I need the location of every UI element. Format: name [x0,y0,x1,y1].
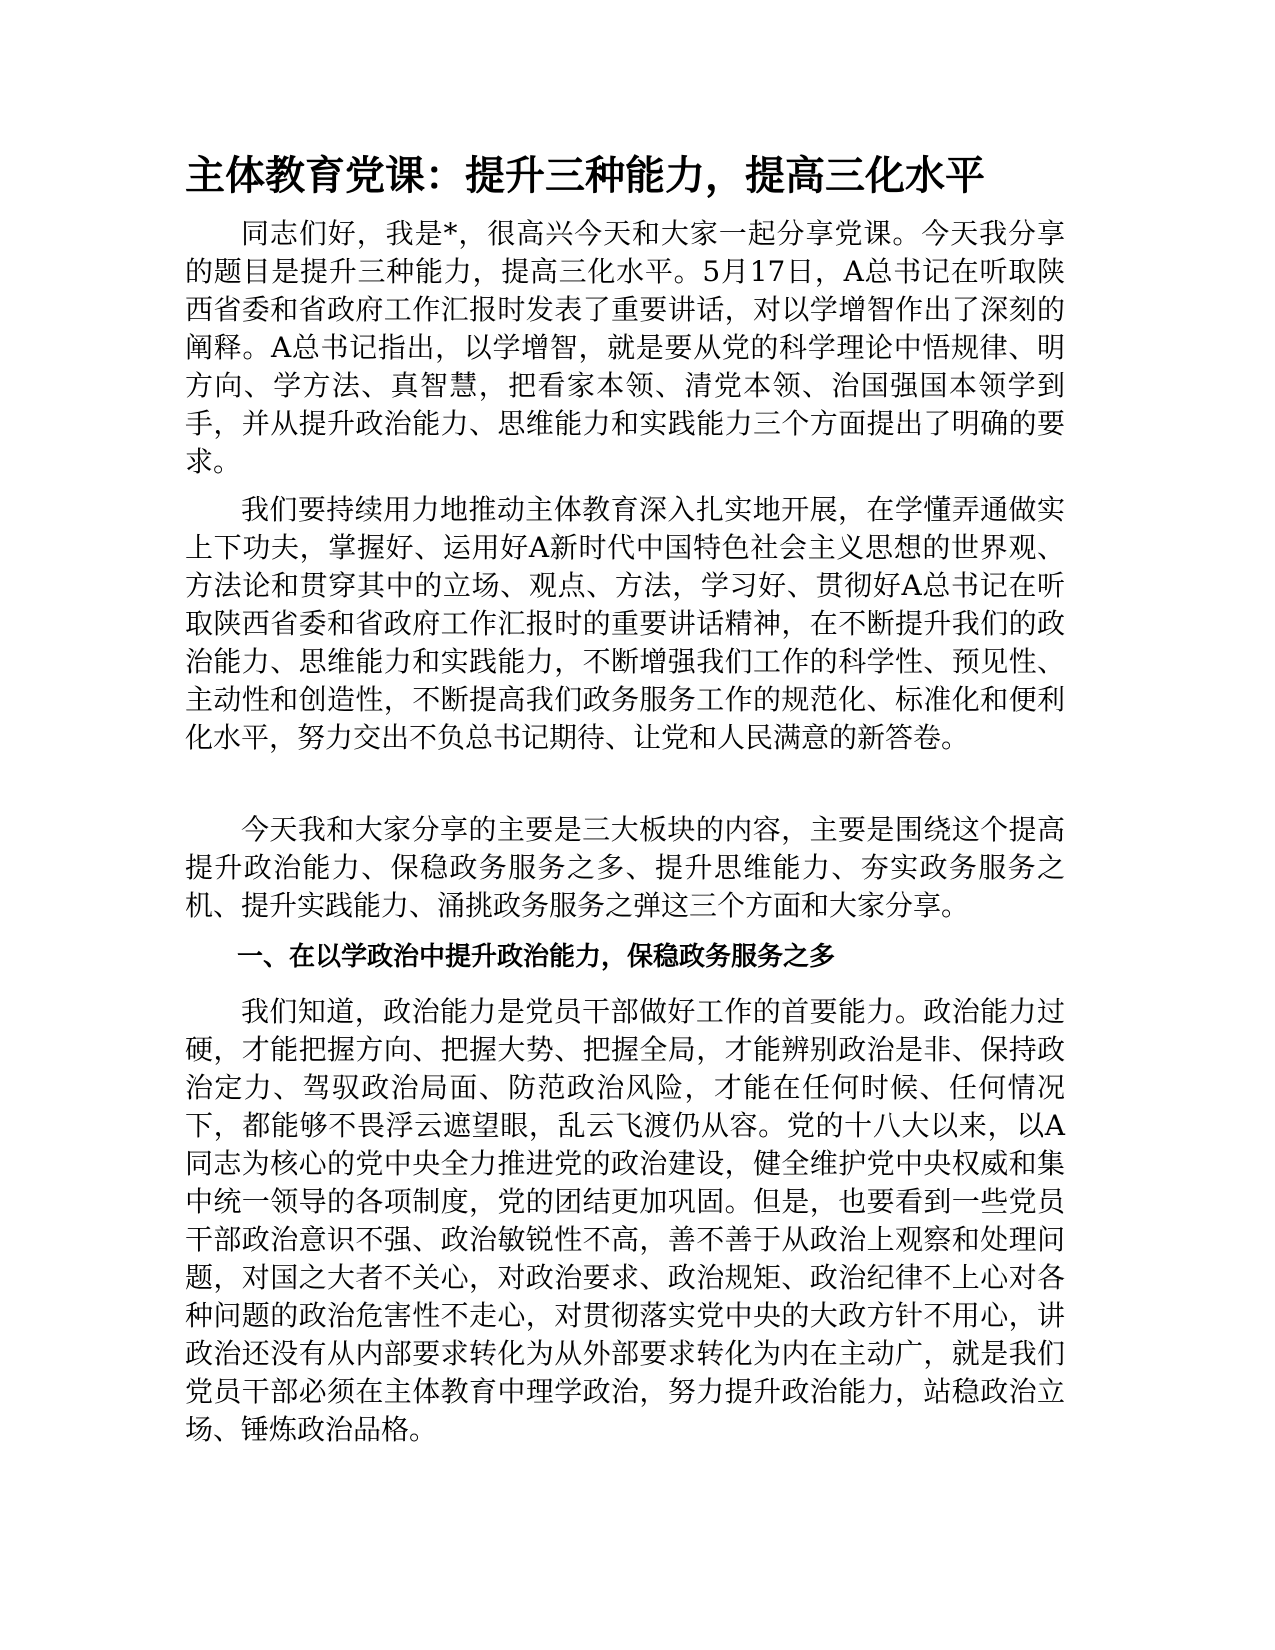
third-paragraph: 今天我和大家分享的主要是三大板块的内容，主要是围绕这个提高提升政治能力、保稳政务服务之多、提升思维能力、夯实政务服务之机、提升实践能力、涌挑政务服务之弹这三个方面和大家分享。 [185,813,1065,922]
section-heading-1: 一、在以学政治中提升政治能力，保稳政务服务之多 [237,942,836,972]
intro-paragraph: 同志们好，我是*，很高兴今天和大家一起分享党课。今天我分享的题目是提升三种能力，提高三化水平。5月17日，A总书记在听取陕西省委和省政府工作汇报时发表了重要讲话，对以学增智作出了深刻的阐释。A总书记指出，以学增智，就是要从党的科学理论中悟规律、明方向、学方法、真智慧，把看家本领、清党本领、治国强国本领学到手，并从提升政治能力、思维能力和实践能力三个方面提出了明确的要求。 [185,217,1065,478]
document-title: 主体教育党课：提升三种能力，提高三化水平 [185,153,985,199]
second-paragraph: 我们要持续用力地推动主体教育深入扎实地开展，在学懂弄通做实上下功夫，掌握好、运用好A新时代中国特色社会主义思想的世界观、方法论和贯穿其中的立场、观点、方法，学习好、贯彻好A总书记在听取陕西省委和省政府工作汇报时的重要讲话精神，在不断提升我们的政治能力、思维能力和实践能力，不断增强我们工作的科学性、预见性、主动性和创造性，不断提高我们政务服务工作的规范化、标准化和便利化水平，努力交出不负总书记期待、让党和人民满意的新答卷。 [185,493,1065,754]
section-1-paragraph: 我们知道，政治能力是党员干部做好工作的首要能力。政治能力过硬，才能把握方向、把握大势、把握全局，才能辨别政治是非、保持政治定力、驾驭政治局面、防范政治风险，才能在任何时候、任何情况下，都能够不畏浮云遮望眼，乱云飞渡仍从容。党的十八大以来，以A同志为核心的党中央全力推进党的政治建设，健全维护党中央权威和集中统一领导的各项制度，党的团结更加巩固。但是，也要看到一些党员干部政治意识不强、政治敏锐性不高，善不善于从政治上观察和处理问题，对国之大者不关心，对政治要求、政治规矩、政治纪律不上心对各种问题的政治危害性不走心，对贯彻落实党中央的大政方针不用心，讲政治还没有从内部要求转化为从外部要求转化为内在主动广，就是我们党员干部必须在主体教育中理学政治，努力提升政治能力，站稳政治立场、锤炼政治品格。 [185,995,1065,1446]
